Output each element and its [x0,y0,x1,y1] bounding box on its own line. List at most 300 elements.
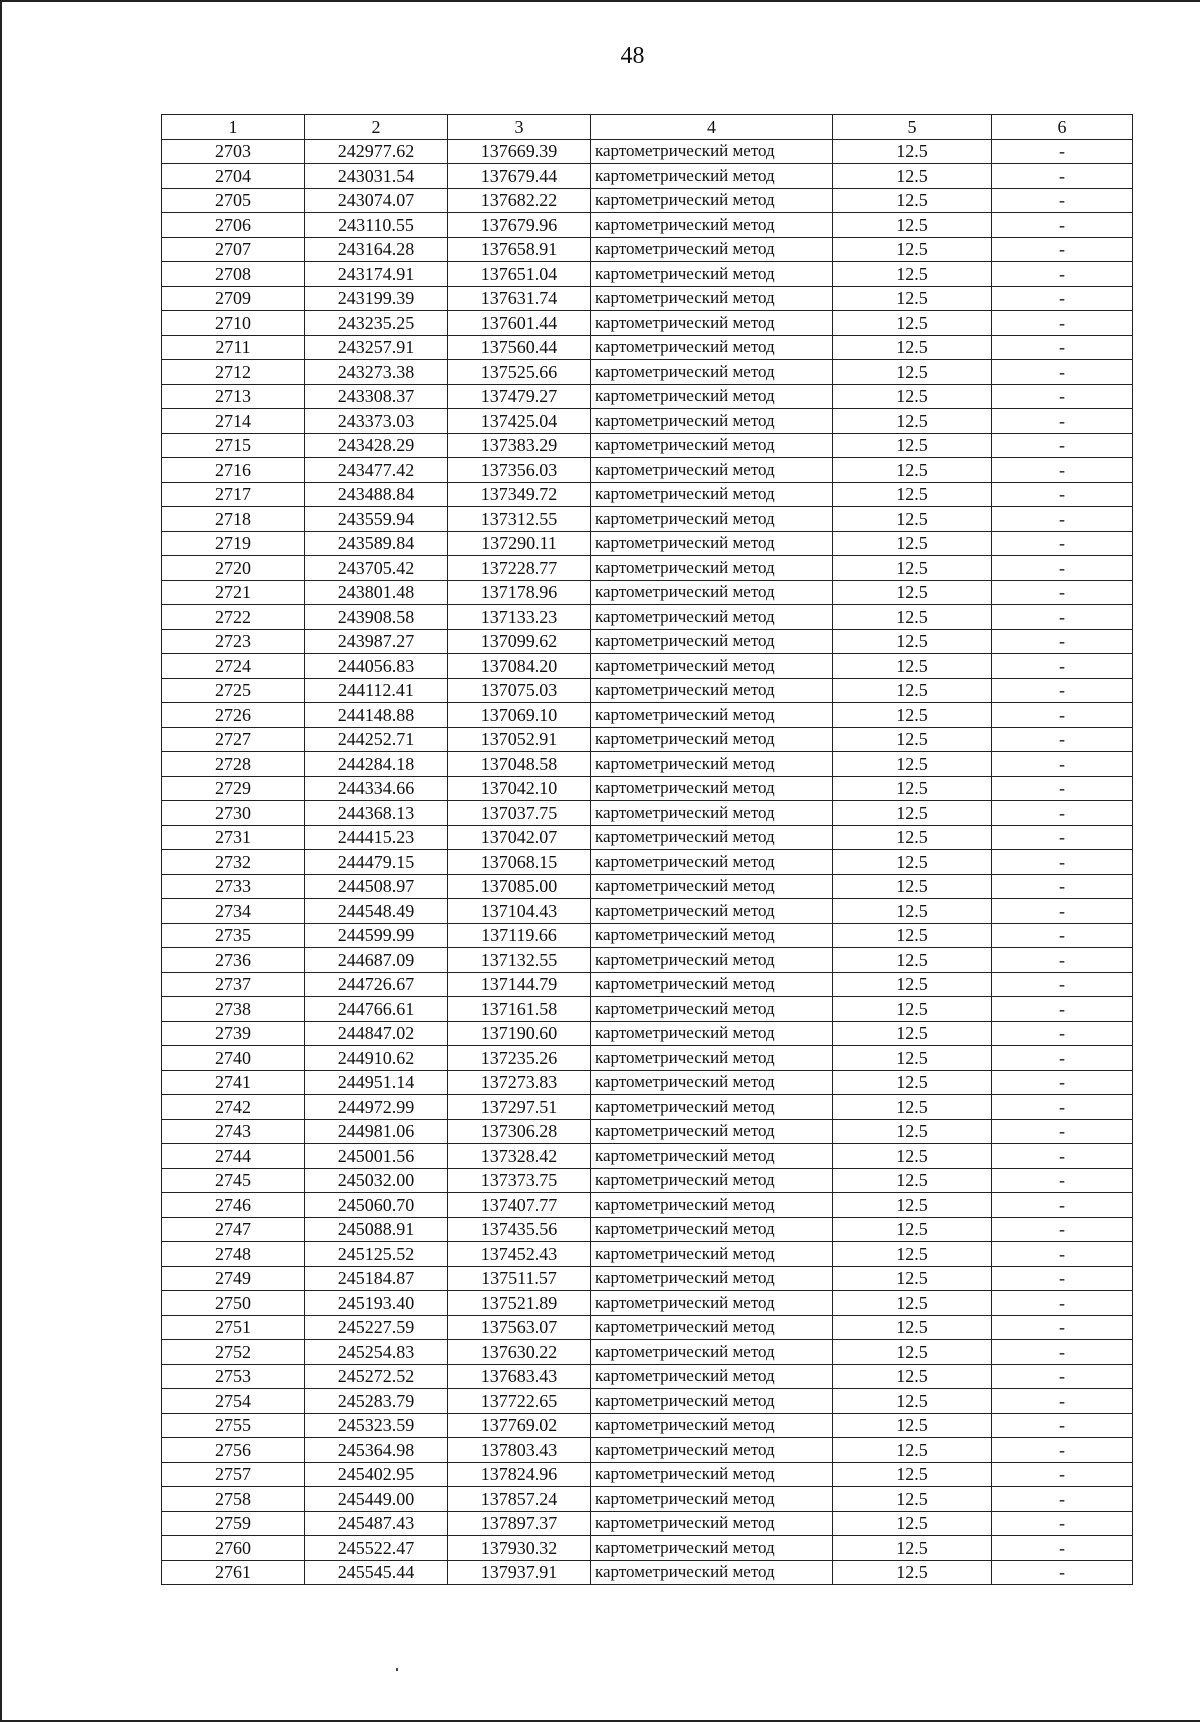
table-row [162,776,1133,801]
accuracy-cell: 12.5 [833,1217,992,1242]
method-cell: картометрический метод [591,458,833,483]
point-number-cell: 2742 [162,1095,305,1120]
method-cell: картометрический метод [591,188,833,213]
table-row [162,1340,1133,1365]
description-cell: - [992,360,1133,385]
point-number-cell: 2724 [162,654,305,679]
method-cell: картометрический метод [591,874,833,899]
description-cell: - [992,1340,1133,1365]
accuracy-cell: 12.5 [833,727,992,752]
description-cell: - [992,531,1133,556]
description-cell: - [992,1217,1133,1242]
description-cell: - [992,237,1133,262]
description-cell: - [992,727,1133,752]
accuracy-cell: 12.5 [833,458,992,483]
description-cell: - [992,752,1133,777]
x-coordinate-cell: 243174.91 [305,262,448,287]
y-coordinate-cell: 137525.66 [448,360,591,385]
method-cell: картометрический метод [591,727,833,752]
y-coordinate-cell: 137042.10 [448,776,591,801]
x-coordinate-cell: 243110.55 [305,213,448,238]
method-cell: картометрический метод [591,1536,833,1561]
accuracy-cell: 12.5 [833,1046,992,1071]
description-cell: - [992,164,1133,189]
table-row [162,1438,1133,1463]
y-coordinate-cell: 137069.10 [448,703,591,728]
table-row [162,531,1133,556]
x-coordinate-cell: 244910.62 [305,1046,448,1071]
point-number-cell: 2730 [162,801,305,826]
point-number-cell: 2739 [162,1021,305,1046]
y-coordinate-cell: 137630.22 [448,1340,591,1365]
method-cell: картометрический метод [591,1438,833,1463]
method-cell: картометрический метод [591,335,833,360]
method-cell: картометрический метод [591,605,833,630]
x-coordinate-cell: 245487.43 [305,1511,448,1536]
header-cell-5: 5 [833,115,992,140]
accuracy-cell: 12.5 [833,531,992,556]
point-number-cell: 2711 [162,335,305,360]
accuracy-cell: 12.5 [833,654,992,679]
description-cell: - [992,507,1133,532]
accuracy-cell: 12.5 [833,948,992,973]
point-number-cell: 2723 [162,629,305,654]
description-cell: - [992,1315,1133,1340]
scan-speck [396,1668,398,1671]
point-number-cell: 2703 [162,139,305,164]
accuracy-cell: 12.5 [833,1144,992,1169]
y-coordinate-cell: 137601.44 [448,311,591,336]
point-number-cell: 2760 [162,1536,305,1561]
accuracy-cell: 12.5 [833,923,992,948]
y-coordinate-cell: 137349.72 [448,482,591,507]
header-cell-4: 4 [591,115,833,140]
method-cell: картометрический метод [591,654,833,679]
x-coordinate-cell: 243908.58 [305,605,448,630]
point-number-cell: 2722 [162,605,305,630]
accuracy-cell: 12.5 [833,507,992,532]
x-coordinate-cell: 245184.87 [305,1266,448,1291]
accuracy-cell: 12.5 [833,237,992,262]
x-coordinate-cell: 245227.59 [305,1315,448,1340]
point-number-cell: 2715 [162,433,305,458]
point-number-cell: 2720 [162,556,305,581]
table-row [162,433,1133,458]
point-number-cell: 2737 [162,972,305,997]
method-cell: картометрический метод [591,1095,833,1120]
description-cell: - [992,580,1133,605]
accuracy-cell: 12.5 [833,703,992,728]
x-coordinate-cell: 245254.83 [305,1340,448,1365]
x-coordinate-cell: 243199.39 [305,286,448,311]
method-cell: картометрический метод [591,629,833,654]
point-number-cell: 2705 [162,188,305,213]
y-coordinate-cell: 137407.77 [448,1193,591,1218]
table-row [162,1315,1133,1340]
x-coordinate-cell: 243235.25 [305,311,448,336]
x-coordinate-cell: 245060.70 [305,1193,448,1218]
description-cell: - [992,654,1133,679]
header-cell-6: 6 [992,115,1133,140]
point-number-cell: 2712 [162,360,305,385]
table-row [162,629,1133,654]
description-cell: - [992,188,1133,213]
x-coordinate-cell: 244847.02 [305,1021,448,1046]
accuracy-cell: 12.5 [833,580,992,605]
x-coordinate-cell: 243074.07 [305,188,448,213]
accuracy-cell: 12.5 [833,1242,992,1267]
x-coordinate-cell: 245001.56 [305,1144,448,1169]
y-coordinate-cell: 137479.27 [448,384,591,409]
table-row [162,237,1133,262]
table-row [162,1095,1133,1120]
point-number-cell: 2733 [162,874,305,899]
coordinates-table [161,114,1133,1585]
table-row [162,1119,1133,1144]
table-row [162,360,1133,385]
description-cell: - [992,1144,1133,1169]
description-cell: - [992,801,1133,826]
accuracy-cell: 12.5 [833,1389,992,1414]
x-coordinate-cell: 243428.29 [305,433,448,458]
y-coordinate-cell: 137133.23 [448,605,591,630]
description-cell: - [992,1193,1133,1218]
point-number-cell: 2710 [162,311,305,336]
y-coordinate-cell: 137178.96 [448,580,591,605]
y-coordinate-cell: 137144.79 [448,972,591,997]
description-cell: - [992,899,1133,924]
accuracy-cell: 12.5 [833,1536,992,1561]
point-number-cell: 2707 [162,237,305,262]
table-row [162,997,1133,1022]
y-coordinate-cell: 137042.07 [448,825,591,850]
y-coordinate-cell: 137452.43 [448,1242,591,1267]
method-cell: картометрический метод [591,850,833,875]
x-coordinate-cell: 244508.97 [305,874,448,899]
point-number-cell: 2734 [162,899,305,924]
table-row [162,1536,1133,1561]
description-cell: - [992,1438,1133,1463]
accuracy-cell: 12.5 [833,482,992,507]
method-cell: картометрический метод [591,1046,833,1071]
accuracy-cell: 12.5 [833,850,992,875]
point-number-cell: 2740 [162,1046,305,1071]
method-cell: картометрический метод [591,1266,833,1291]
x-coordinate-cell: 243801.48 [305,580,448,605]
accuracy-cell: 12.5 [833,360,992,385]
point-number-cell: 2741 [162,1070,305,1095]
table-row [162,825,1133,850]
y-coordinate-cell: 137052.91 [448,727,591,752]
x-coordinate-cell: 244599.99 [305,923,448,948]
x-coordinate-cell: 245364.98 [305,1438,448,1463]
description-cell: - [992,1070,1133,1095]
x-coordinate-cell: 245032.00 [305,1168,448,1193]
header-cell-1: 1 [162,115,305,140]
table-row [162,654,1133,679]
method-cell: картометрический метод [591,311,833,336]
method-cell: картометрический метод [591,1242,833,1267]
accuracy-cell: 12.5 [833,556,992,581]
accuracy-cell: 12.5 [833,899,992,924]
y-coordinate-cell: 137297.51 [448,1095,591,1120]
table-row [162,1070,1133,1095]
point-number-cell: 2732 [162,850,305,875]
method-cell: картометрический метод [591,1340,833,1365]
description-cell: - [992,997,1133,1022]
table-row [162,458,1133,483]
accuracy-cell: 12.5 [833,825,992,850]
accuracy-cell: 12.5 [833,801,992,826]
description-cell: - [992,409,1133,434]
y-coordinate-cell: 137273.83 [448,1070,591,1095]
accuracy-cell: 12.5 [833,384,992,409]
accuracy-cell: 12.5 [833,262,992,287]
y-coordinate-cell: 137824.96 [448,1462,591,1487]
point-number-cell: 2751 [162,1315,305,1340]
description-cell: - [992,1536,1133,1561]
description-cell: - [992,605,1133,630]
y-coordinate-cell: 137312.55 [448,507,591,532]
accuracy-cell: 12.5 [833,629,992,654]
x-coordinate-cell: 245125.52 [305,1242,448,1267]
method-cell: картометрический метод [591,923,833,948]
table-row [162,1487,1133,1512]
description-cell: - [992,1560,1133,1585]
point-number-cell: 2726 [162,703,305,728]
y-coordinate-cell: 137328.42 [448,1144,591,1169]
method-cell: картометрический метод [591,262,833,287]
method-cell: картометрический метод [591,1389,833,1414]
point-number-cell: 2744 [162,1144,305,1169]
table-row [162,1291,1133,1316]
point-number-cell: 2709 [162,286,305,311]
description-cell: - [992,262,1133,287]
y-coordinate-cell: 137075.03 [448,678,591,703]
method-cell: картометрический метод [591,1462,833,1487]
point-number-cell: 2713 [162,384,305,409]
y-coordinate-cell: 137803.43 [448,1438,591,1463]
table-row [162,556,1133,581]
point-number-cell: 2735 [162,923,305,948]
y-coordinate-cell: 137435.56 [448,1217,591,1242]
description-cell: - [992,458,1133,483]
x-coordinate-cell: 245545.44 [305,1560,448,1585]
x-coordinate-cell: 245449.00 [305,1487,448,1512]
table-row [162,1462,1133,1487]
y-coordinate-cell: 137068.15 [448,850,591,875]
accuracy-cell: 12.5 [833,188,992,213]
y-coordinate-cell: 137897.37 [448,1511,591,1536]
x-coordinate-cell: 243373.03 [305,409,448,434]
y-coordinate-cell: 137857.24 [448,1487,591,1512]
description-cell: - [992,311,1133,336]
method-cell: картометрический метод [591,164,833,189]
point-number-cell: 2749 [162,1266,305,1291]
description-cell: - [992,923,1133,948]
point-number-cell: 2747 [162,1217,305,1242]
accuracy-cell: 12.5 [833,972,992,997]
table-row [162,703,1133,728]
table-row [162,1242,1133,1267]
table-row [162,850,1133,875]
description-cell: - [992,335,1133,360]
method-cell: картометрический метод [591,1217,833,1242]
method-cell: картометрический метод [591,1119,833,1144]
point-number-cell: 2717 [162,482,305,507]
method-cell: картометрический метод [591,482,833,507]
description-cell: - [992,1266,1133,1291]
table-body [162,139,1133,1585]
method-cell: картометрический метод [591,1364,833,1389]
description-cell: - [992,850,1133,875]
point-number-cell: 2758 [162,1487,305,1512]
x-coordinate-cell: 244766.61 [305,997,448,1022]
accuracy-cell: 12.5 [833,1021,992,1046]
point-number-cell: 2719 [162,531,305,556]
table-row [162,678,1133,703]
x-coordinate-cell: 244368.13 [305,801,448,826]
method-cell: картометрический метод [591,703,833,728]
accuracy-cell: 12.5 [833,678,992,703]
point-number-cell: 2752 [162,1340,305,1365]
accuracy-cell: 12.5 [833,1487,992,1512]
method-cell: картометрический метод [591,1193,833,1218]
table-row [162,139,1133,164]
method-cell: картометрический метод [591,1021,833,1046]
accuracy-cell: 12.5 [833,1095,992,1120]
x-coordinate-cell: 245272.52 [305,1364,448,1389]
table-row [162,1266,1133,1291]
table-row [162,409,1133,434]
y-coordinate-cell: 137132.55 [448,948,591,973]
method-cell: картометрический метод [591,556,833,581]
point-number-cell: 2714 [162,409,305,434]
y-coordinate-cell: 137356.03 [448,458,591,483]
method-cell: картометрический метод [591,1144,833,1169]
method-cell: картометрический метод [591,972,833,997]
y-coordinate-cell: 137631.74 [448,286,591,311]
accuracy-cell: 12.5 [833,1193,992,1218]
x-coordinate-cell: 242977.62 [305,139,448,164]
x-coordinate-cell: 243273.38 [305,360,448,385]
accuracy-cell: 12.5 [833,1413,992,1438]
table-row [162,727,1133,752]
table-row [162,580,1133,605]
method-cell: картометрический метод [591,752,833,777]
table-row [162,972,1133,997]
y-coordinate-cell: 137373.75 [448,1168,591,1193]
description-cell: - [992,139,1133,164]
point-number-cell: 2753 [162,1364,305,1389]
description-cell: - [992,1242,1133,1267]
header-cell-2: 2 [305,115,448,140]
x-coordinate-cell: 244112.41 [305,678,448,703]
accuracy-cell: 12.5 [833,311,992,336]
accuracy-cell: 12.5 [833,1340,992,1365]
point-number-cell: 2745 [162,1168,305,1193]
y-coordinate-cell: 137511.57 [448,1266,591,1291]
method-cell: картометрический метод [591,433,833,458]
x-coordinate-cell: 245088.91 [305,1217,448,1242]
method-cell: картометрический метод [591,948,833,973]
table-row [162,1511,1133,1536]
x-coordinate-cell: 243257.91 [305,335,448,360]
method-cell: картометрический метод [591,531,833,556]
description-cell: - [992,1511,1133,1536]
method-cell: картометрический метод [591,139,833,164]
description-cell: - [992,1291,1133,1316]
accuracy-cell: 12.5 [833,139,992,164]
y-coordinate-cell: 137722.65 [448,1389,591,1414]
accuracy-cell: 12.5 [833,1266,992,1291]
point-number-cell: 2761 [162,1560,305,1585]
table-row [162,605,1133,630]
method-cell: картометрический метод [591,825,833,850]
table-row [162,384,1133,409]
description-cell: - [992,1462,1133,1487]
accuracy-cell: 12.5 [833,164,992,189]
description-cell: - [992,1168,1133,1193]
description-cell: - [992,1487,1133,1512]
table-row [162,1560,1133,1585]
x-coordinate-cell: 244479.15 [305,850,448,875]
y-coordinate-cell: 137099.62 [448,629,591,654]
description-cell: - [992,776,1133,801]
x-coordinate-cell: 244148.88 [305,703,448,728]
table-row [162,335,1133,360]
x-coordinate-cell: 245402.95 [305,1462,448,1487]
x-coordinate-cell: 243488.84 [305,482,448,507]
description-cell: - [992,1095,1133,1120]
description-cell: - [992,825,1133,850]
x-coordinate-cell: 244972.99 [305,1095,448,1120]
point-number-cell: 2746 [162,1193,305,1218]
accuracy-cell: 12.5 [833,776,992,801]
accuracy-cell: 12.5 [833,1291,992,1316]
table-row [162,482,1133,507]
x-coordinate-cell: 245522.47 [305,1536,448,1561]
method-cell: картометрический метод [591,1291,833,1316]
x-coordinate-cell: 244056.83 [305,654,448,679]
point-number-cell: 2755 [162,1413,305,1438]
accuracy-cell: 12.5 [833,752,992,777]
accuracy-cell: 12.5 [833,1462,992,1487]
point-number-cell: 2727 [162,727,305,752]
point-number-cell: 2731 [162,825,305,850]
table-row [162,1217,1133,1242]
x-coordinate-cell: 243987.27 [305,629,448,654]
y-coordinate-cell: 137521.89 [448,1291,591,1316]
y-coordinate-cell: 137037.75 [448,801,591,826]
description-cell: - [992,1119,1133,1144]
x-coordinate-cell: 243705.42 [305,556,448,581]
y-coordinate-cell: 137306.28 [448,1119,591,1144]
point-number-cell: 2748 [162,1242,305,1267]
table-row [162,213,1133,238]
method-cell: картометрический метод [591,507,833,532]
y-coordinate-cell: 137084.20 [448,654,591,679]
accuracy-cell: 12.5 [833,286,992,311]
method-cell: картометрический метод [591,776,833,801]
description-cell: - [992,703,1133,728]
table-row [162,752,1133,777]
table-row [162,311,1133,336]
point-number-cell: 2721 [162,580,305,605]
table-row [162,1413,1133,1438]
accuracy-cell: 12.5 [833,1168,992,1193]
method-cell: картометрический метод [591,1511,833,1536]
